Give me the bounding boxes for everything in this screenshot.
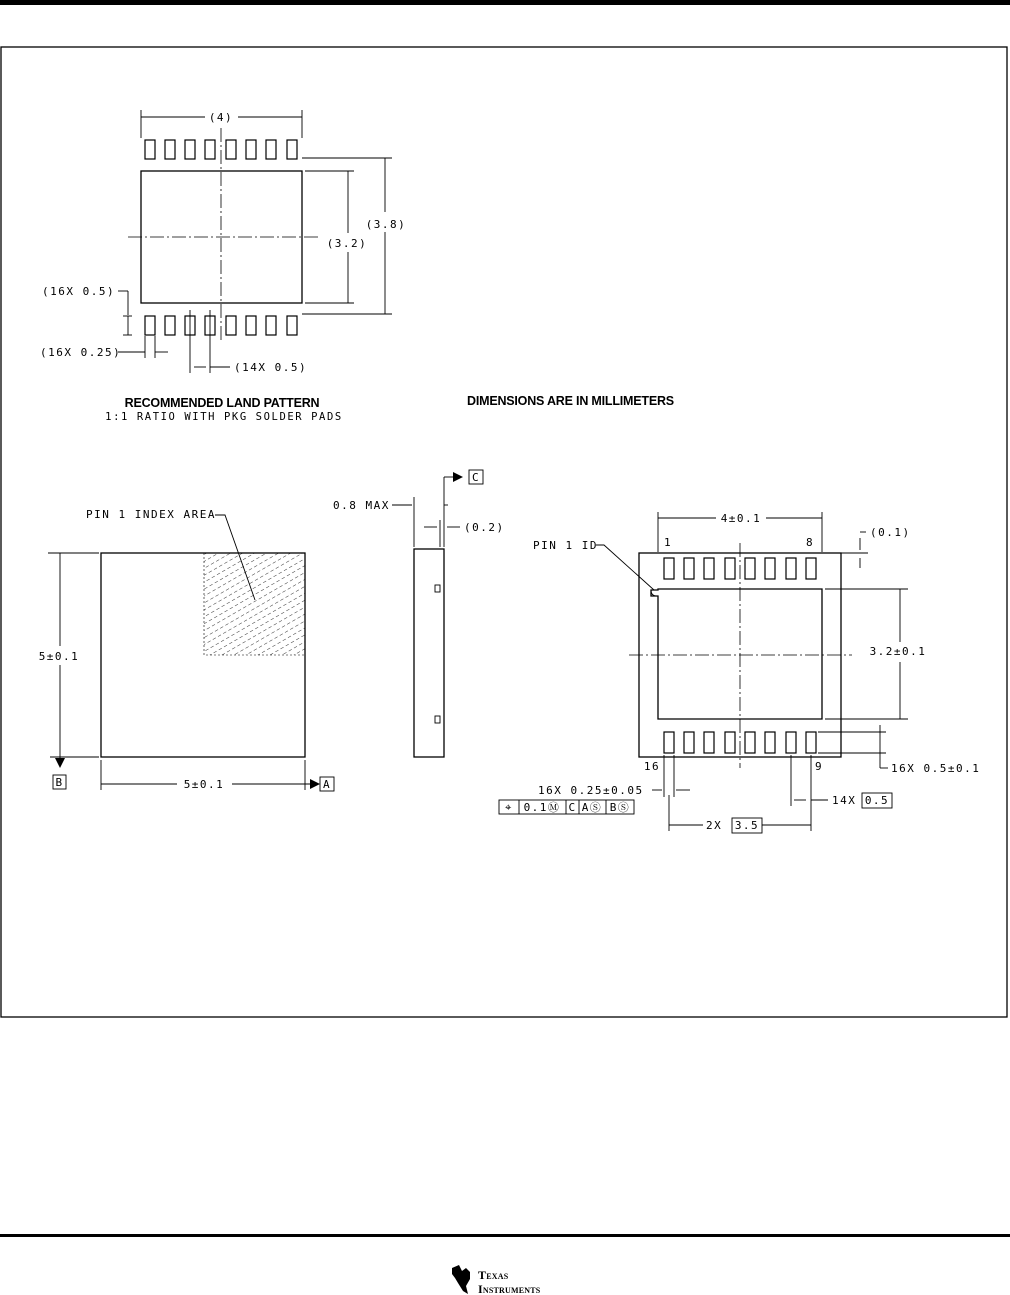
top-height-dim: 5±0.1 xyxy=(38,650,80,663)
datum-c: C xyxy=(471,471,481,484)
land-pattern-title: RECOMMENDED LAND PATTERN xyxy=(124,396,320,410)
top-view xyxy=(39,508,334,791)
footer-bar xyxy=(0,1234,1010,1237)
side-height-dim: 0.8 MAX xyxy=(333,499,390,512)
land-pattern-view xyxy=(40,110,406,423)
datum-a: A xyxy=(322,778,332,791)
logo-line1: Texas xyxy=(478,1268,509,1282)
bottom-pitch-prefix: 14X xyxy=(832,794,857,807)
side-view-body xyxy=(414,549,444,757)
bottom-edge-dim: (0.1) xyxy=(870,526,911,539)
tolerance-datum-b: BⓈ xyxy=(609,801,631,814)
bottom-body-height-dim: 3.2±0.1 xyxy=(869,645,927,658)
land-pattern-subtitle: 1:1 RATIO WITH PKG SOLDER PADS xyxy=(105,411,343,423)
pin-number-8: 8 xyxy=(805,536,815,549)
bottom-view xyxy=(499,512,980,833)
bottom-pad-width-dim: 16X 0.25±0.05 xyxy=(538,784,644,797)
position-tolerance-frame xyxy=(499,800,634,814)
land-pad-span-dim: (3.8) xyxy=(365,218,407,231)
side-view xyxy=(333,470,505,757)
ti-mark: ti xyxy=(459,1276,465,1286)
header-bar xyxy=(0,0,1010,5)
bottom-width-dim: 4±0.1 xyxy=(720,512,762,525)
ti-logo xyxy=(452,1265,541,1295)
pin1-id-label: PIN 1 ID xyxy=(533,539,598,552)
bottom-pitch-value: 0.5 xyxy=(864,794,890,807)
land-width-dim: (4) xyxy=(208,111,234,124)
pin-number-1: 1 xyxy=(663,536,673,549)
land-body-dim: (3.2) xyxy=(326,237,368,250)
land-pad-width-dim: (16X 0.25) xyxy=(40,346,122,359)
pin-number-9: 9 xyxy=(814,760,824,773)
units-note: DIMENSIONS ARE IN MILLIMETERS xyxy=(467,394,674,408)
exposed-thermal-pad xyxy=(651,589,822,719)
tolerance-datum-c: C xyxy=(568,801,577,814)
pin1-index-label: PIN 1 INDEX AREA xyxy=(86,508,216,521)
tolerance-value: 0.1Ⓜ xyxy=(523,801,561,814)
tolerance-datum-a: AⓈ xyxy=(581,801,603,814)
side-standoff-dim: (0.2) xyxy=(464,521,505,534)
datum-b: B xyxy=(55,776,64,789)
pin1-index-area xyxy=(204,553,305,655)
bottom-span-prefix: 2X xyxy=(706,819,723,832)
pin-number-16: 16 xyxy=(643,760,661,773)
bottom-span-value: 3.5 xyxy=(734,819,760,832)
bottom-pad-length-dim: 16X 0.5±0.1 xyxy=(891,762,981,775)
land-pad-length-dim: (16X 0.5) xyxy=(42,285,116,298)
land-pitch-dim: (14X 0.5) xyxy=(234,361,308,374)
logo-line2: Instruments xyxy=(478,1282,541,1295)
position-symbol-icon: ⌖ xyxy=(505,801,513,814)
top-width-dim: 5±0.1 xyxy=(183,778,225,791)
